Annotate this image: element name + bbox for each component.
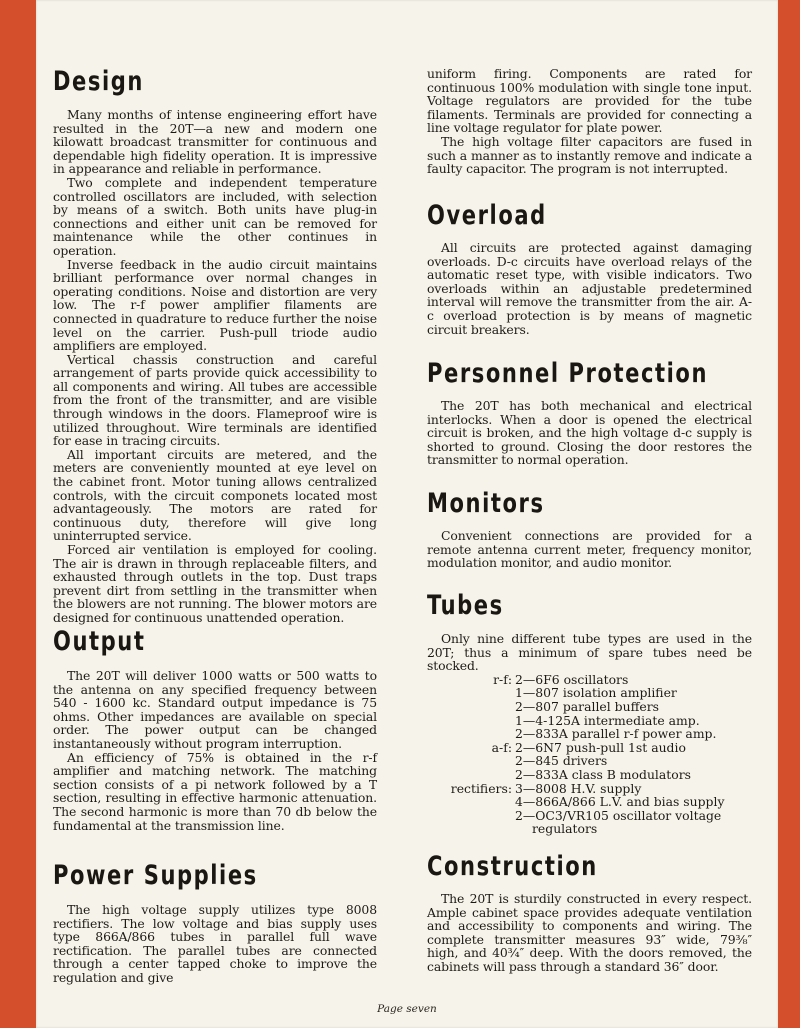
- tube-category: [427, 809, 515, 836]
- personnel-protection-section: [427, 399, 752, 467]
- tube-row: [427, 714, 752, 728]
- monitors-heading: Monitors: [427, 488, 545, 519]
- tube-category: [427, 700, 515, 714]
- personnel-protection-paragraph: The 20T has both mechanical and electrical interlocks. When a door is opened the electrical circuit is broken, and the high voltage d-c supply is shorted to ground. Closing the door restores the transmitter to normal operation.: [427, 398, 752, 468]
- tube-entry: 2—845 drivers: [515, 753, 608, 769]
- power-supplies-heading: Power Supplies: [53, 860, 258, 891]
- construction-heading: Construction: [427, 851, 598, 882]
- monitors-paragraph: Convenient connections are provided for a remote antenna current meter, frequency monitor, modulation monitor, and audio monitor.: [427, 528, 752, 571]
- power-supplies-paragraph: The high voltage filter capacitors are fused in such a manner as to instantly remove and indicate a faulty capacitor. The program is not interrupted.: [427, 133, 752, 177]
- tubes-heading: Tubes: [427, 590, 504, 621]
- power-supplies-section: [53, 903, 377, 985]
- power-supplies-paragraph: uniform firing. Components are rated for continuous 100% modulation with single tone input. Voltage regulators are provided for the tube filaments. Terminals are provided for connecting a line voltage regulator for plate power.: [427, 66, 752, 136]
- output-paragraph: An efficiency of 75% is obtained in the r-f amplifier and matching network. The matching section consists of a pi network followed by a T section, resulting in effective harmonic attenuation. The second harmonic is more than 70 db below the fundamental at the transmission line.: [53, 749, 377, 833]
- tube-entry: 2—6N7 push-pull 1st audio: [515, 739, 686, 755]
- tube-category: [427, 727, 515, 741]
- design-paragraph: Inverse feedback in the audio circuit maintains brilliant performance over normal changes in operating conditions. Noise and distortion are very low. The r-f power amplifier filaments are connected in quadrature to reduce further the noise level on the carrier. Push-pull triode audio amplifiers are employed.: [53, 256, 378, 354]
- tube-category: [427, 768, 515, 782]
- overload-paragraph: All circuits are protected against damaging overloads. D-c circuits have overload relays of the automatic reset type, with visible indicators. Two overloads within an adjustable predetermined interval will remove the transmitter from the air. A-c overload protection is by means of magnetic circuit breakers.: [427, 240, 752, 337]
- output-paragraph: The 20T will deliver 1000 watts or 500 watts to the antenna on any specified frequency between 540 - 1600 kc. Standard output impedance is 75 ohms. Other impedances are available on special order. The power output can be changed instantaneously without program interruption.: [53, 668, 377, 751]
- power-supplies-paragraph: The high voltage supply utilizes type 8008 rectifiers. The low voltage and bias supply uses type 866A/866 tubes in parallel full wave rectification. The parallel tubes are connected through a center tapped choke to improve the regulation and give: [53, 902, 377, 985]
- monitors-section: [427, 529, 752, 570]
- design-paragraph: Forced air ventilation is employed for cooling. The air is drawn in through replaceable filters, and exhausted through outlets in the top. Dust traps prevent dirt from settling in the transmitter when the blowers are not running. The blower motors are designed for continuous unattended operation.: [53, 542, 377, 625]
- document-page: [36, 0, 778, 1028]
- output-heading: Output: [53, 626, 146, 657]
- personnel-protection-heading: Personnel Protection: [427, 358, 709, 389]
- tube-category: r-f:: [493, 671, 512, 687]
- tube-category: [427, 714, 515, 728]
- tube-row: [427, 673, 752, 687]
- construction-paragraph: The 20T is sturdily constructed in every respect. Ample cabinet space provides adequate ventilation and accessibility to components and wiring. The complete transmitter measures 93″ wide, 79⅜″ high, and 40¾″ deep. With the doors removed, the cabinets will pass through a standard 36″ door.: [427, 891, 752, 974]
- tube-row: [427, 768, 752, 782]
- tube-row: [427, 700, 752, 714]
- tube-entry: 4—866A/866 L.V. and bias supply: [515, 794, 725, 810]
- tubes-intro: Only nine different tube types are used in the 20T; thus a minimum of spare tubes need be stocked.: [427, 631, 752, 674]
- tube-entry: 2—807 parallel buffers: [515, 698, 659, 714]
- tube-category: [427, 754, 515, 768]
- tube-row: [427, 686, 752, 700]
- tube-row: [427, 795, 752, 809]
- output-section: [53, 669, 377, 832]
- tube-category: [427, 795, 515, 809]
- design-paragraph: Two complete and independent temperature controlled oscillators are included, with selection by means of a switch. Both units have plug-in connections and either unit can be removed for maintenance while the other continues in operation.: [53, 174, 377, 258]
- construction-section: [427, 892, 752, 974]
- tube-entry: 3—8008 H.V. supply: [515, 780, 642, 796]
- tube-row: [427, 741, 752, 755]
- tube-row: [427, 809, 752, 836]
- design-paragraph: Vertical chassis construction and careful arrangement of parts provide quick accessibility to all components and wiring. All tubes are accessible from the front of the transmitter, and are visible through windows in the doors. Flameproof wire is utilized throughout. Wire terminals are identified for ease in tracing circuits.: [53, 351, 377, 449]
- tube-row: [427, 754, 752, 768]
- page-number: Page seven: [377, 1003, 437, 1015]
- design-paragraph: Many months of intense engineering effort have resulted in the 20T—a new and modern one kilowatt broadcast transmitter for continuous and dependable high fidelity operation. It is impressive in appearance and reliable in performance.: [53, 107, 377, 177]
- overload-section: [427, 241, 752, 336]
- tube-entry: 1—807 isolation amplifier: [515, 685, 677, 701]
- design-paragraph: All important circuits are metered, and the meters are conveniently mounted at eye level on the cabinet front. Motor tuning allows centralized controls, with the circuit componets located most advantageously. The motors are rated for continuous duty, therefore will give long uninterrupted service.: [53, 446, 377, 544]
- tube-category: rectifiers:: [450, 780, 512, 796]
- tube-entry: 2—833A parallel r-f power amp.: [515, 726, 717, 742]
- power-supplies-continued: [427, 67, 752, 176]
- design-heading: Design: [53, 66, 144, 97]
- tube-entry: 2—6F6 oscillators: [515, 671, 629, 687]
- tube-row: [427, 727, 752, 741]
- design-section: [53, 108, 377, 625]
- tube-entry: 1—4-125A intermediate amp.: [515, 712, 700, 728]
- tubes-section: [427, 632, 752, 836]
- tube-row: [427, 782, 752, 796]
- tube-entry: 2—OC3/VR105 oscillator voltage regulators: [515, 807, 722, 837]
- tube-entry: 2—833A class B modulators: [515, 766, 691, 782]
- tube-category: [427, 686, 515, 700]
- tube-table: [427, 673, 752, 836]
- tube-category: a-f:: [491, 739, 512, 755]
- overload-heading: Overload: [427, 200, 547, 231]
